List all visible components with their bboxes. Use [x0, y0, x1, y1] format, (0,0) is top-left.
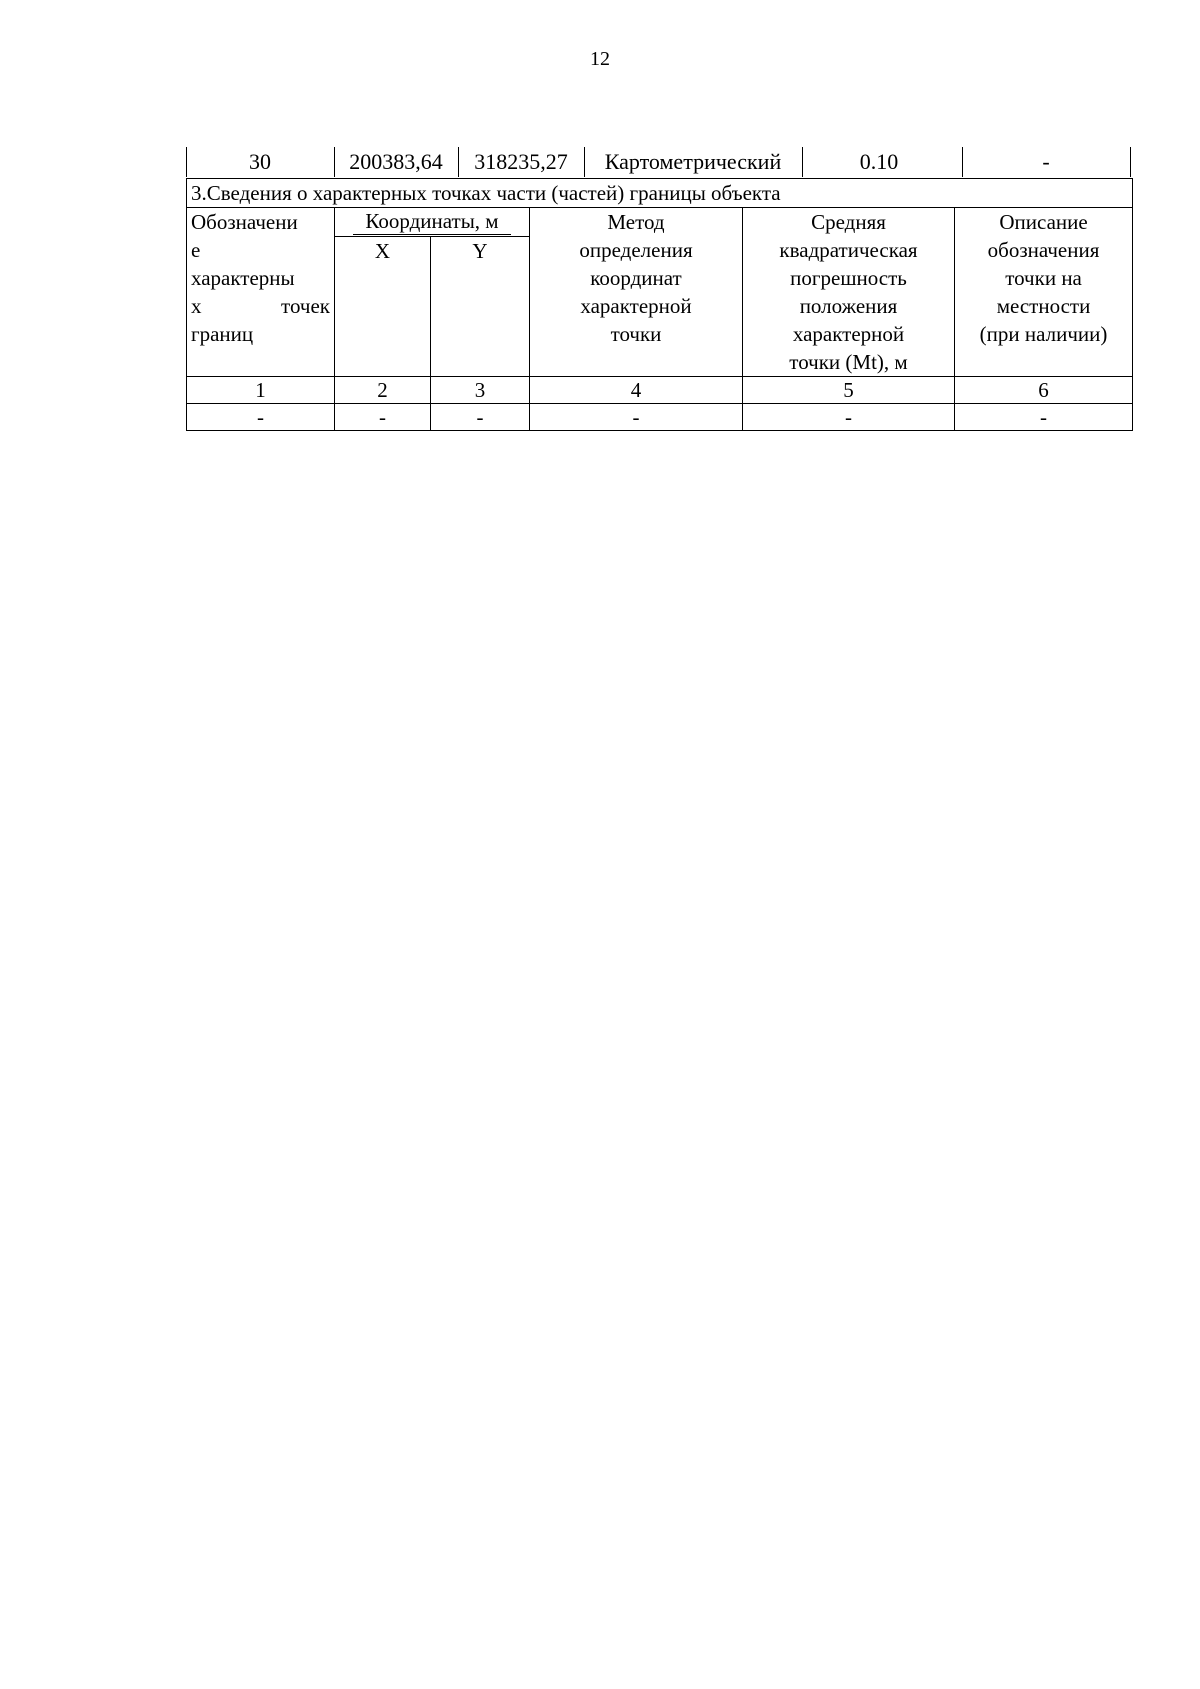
- header-designation-line: х точек: [191, 294, 330, 318]
- column-number: 5: [743, 377, 955, 404]
- row-border-right: [1130, 147, 1131, 177]
- table-cell: -: [955, 404, 1133, 431]
- section-title: 3.Сведения о характерных точках части (частей) границы объекта: [187, 179, 1133, 208]
- header-designation: [187, 208, 335, 377]
- coord-y: 318235,27: [474, 149, 568, 174]
- header-designation-line: е: [191, 238, 201, 262]
- coord-x: 200383,64: [349, 149, 443, 174]
- table-cell: -: [187, 404, 335, 431]
- header-error: Средняя квадратическая погрешность положения характерной точки (Mt), м: [743, 208, 955, 377]
- column-number: 4: [530, 377, 743, 404]
- header-method: Метод определения координат характерной точки: [530, 208, 743, 377]
- method: Картометрический: [604, 149, 782, 174]
- points-table: [186, 178, 1133, 431]
- point-number: 30: [249, 149, 271, 174]
- header-coordinates: Координаты, м: [335, 208, 530, 237]
- error: 0.10: [859, 149, 899, 174]
- header-description: Описание обозначения точки на местности (при наличии): [955, 208, 1133, 377]
- column-number: 3: [431, 377, 530, 404]
- header-designation-line: Обозначени: [191, 210, 298, 234]
- table-row: [187, 404, 1133, 431]
- header-x: X: [335, 237, 431, 377]
- table-cell: -: [530, 404, 743, 431]
- table-cell: -: [743, 404, 955, 431]
- table-cell: -: [335, 404, 431, 431]
- column-number: 1: [187, 377, 335, 404]
- column-number: 6: [955, 377, 1133, 404]
- description: -: [1042, 149, 1050, 174]
- column-numbers-row: [187, 377, 1133, 404]
- continued-table-row: [186, 147, 1130, 177]
- header-designation-line: характерны: [191, 266, 295, 290]
- page-number: 12: [590, 48, 610, 70]
- header-y: Y: [431, 237, 530, 377]
- header-designation-line: границ: [191, 322, 254, 346]
- table-cell: -: [431, 404, 530, 431]
- column-number: 2: [335, 377, 431, 404]
